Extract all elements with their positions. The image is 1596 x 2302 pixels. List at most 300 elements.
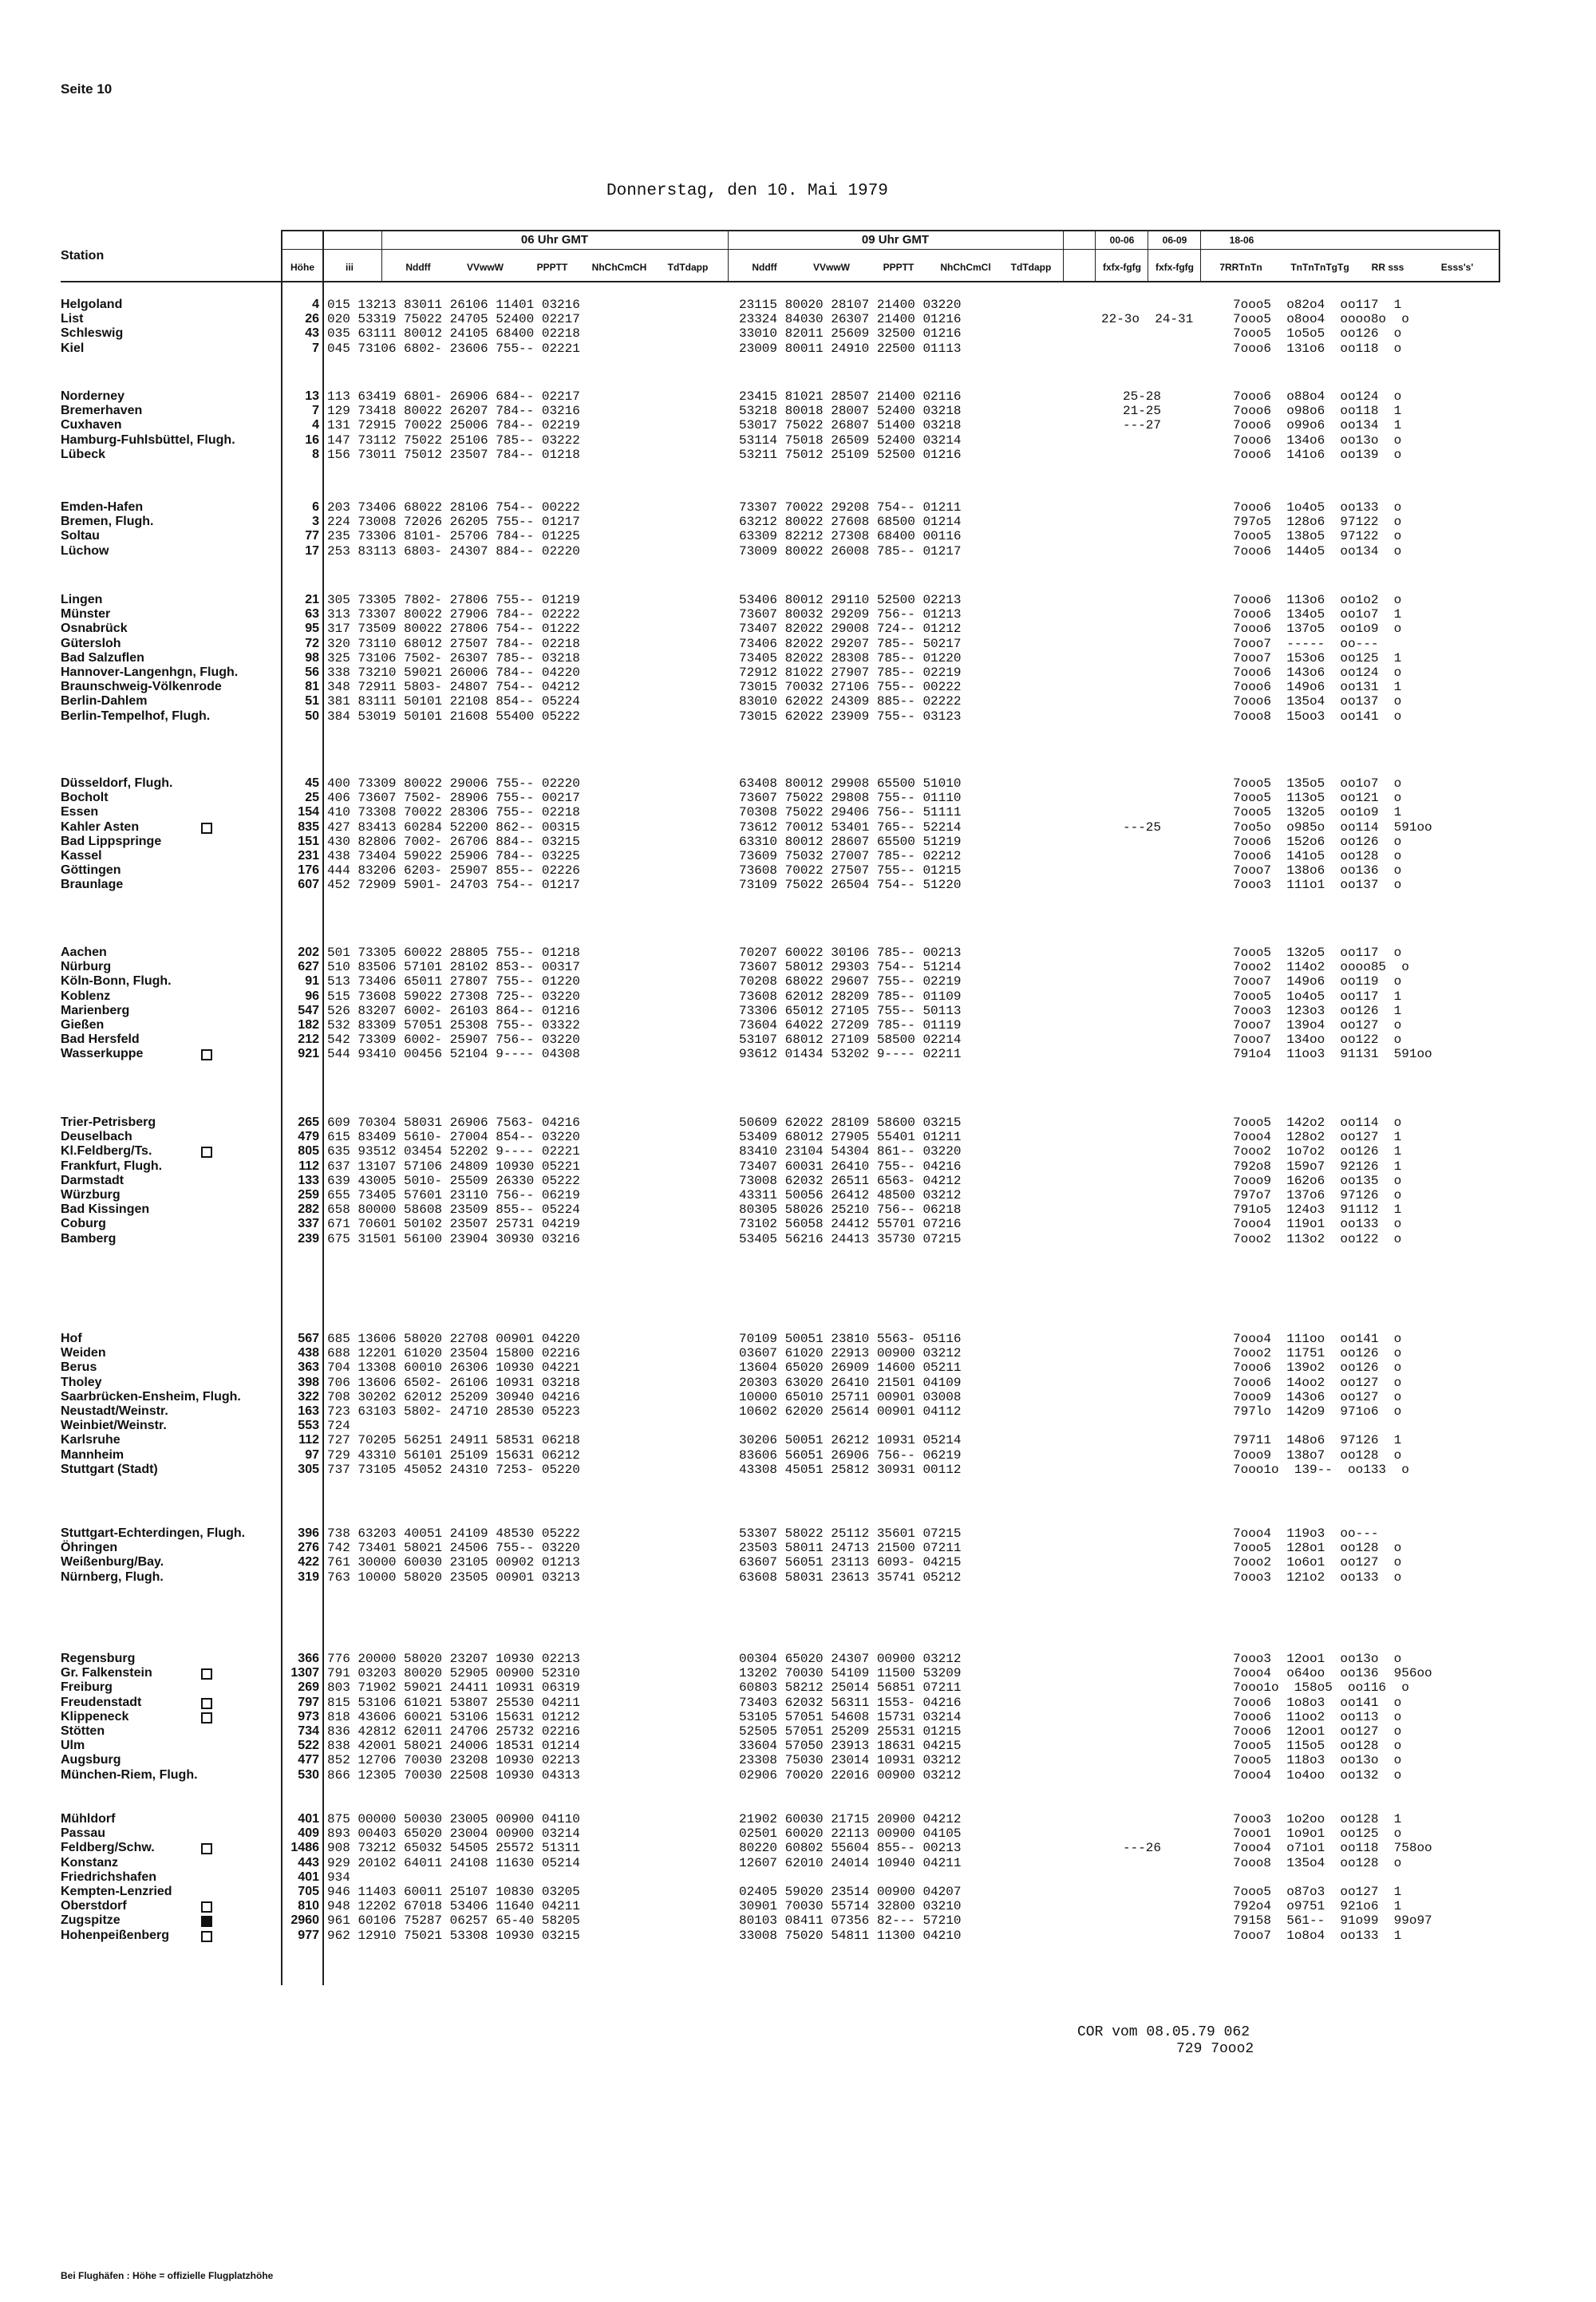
climate-values: 7ooo7 ----- oo--- [1233,637,1379,651]
mountain-station-marker [201,1916,212,1927]
station-name: Nürnberg, Flugh. [61,1570,164,1584]
obs-09-utc: 33010 82011 25609 32500 01216 [739,326,962,341]
station-name: Münster [61,607,111,621]
obs-06-utc: 704 13308 60010 26306 10930 04221 [327,1360,580,1375]
obs-09-utc: 53105 57051 54608 15731 03214 [739,1710,962,1724]
obs-09-utc: 53406 80012 29110 52500 02213 [739,593,962,607]
station-elevation: 45 [305,776,319,790]
station-elevation: 212 [298,1033,319,1046]
obs-09-utc: 43311 50056 26412 48500 03212 [739,1188,962,1202]
station-name: Bremerhaven [61,404,143,417]
obs-06-utc: 962 12910 75021 53308 10930 03215 [327,1929,580,1943]
obs-06-utc: 400 73309 80022 29006 755-- 02220 [327,776,580,791]
obs-06-utc: 671 70601 50102 23507 25731 04219 [327,1217,580,1231]
table-row [0,1870,1596,1885]
station-elevation: 422 [298,1555,319,1569]
obs-09-utc: 73307 70022 29208 754-- 01211 [739,500,962,515]
obs-06-utc: 045 73106 6802- 23606 755-- 02221 [327,342,580,356]
station-name: Bremen, Flugh. [61,515,154,528]
climate-values: 7ooo4 1o4oo oo132 o [1233,1768,1402,1783]
station-name: Bad Kissingen [61,1202,150,1216]
col-06-left-rule [381,230,382,281]
obs-09-utc: 93612 01434 53202 9---- 02211 [739,1047,962,1061]
table-row [0,1004,1596,1018]
obs-09-utc: 00304 65020 24307 00900 03212 [739,1652,962,1666]
climate-values: 7ooo6 o99o6 oo134 1 [1233,418,1402,432]
station-name: Aachen [61,946,107,959]
obs-09-utc: 73609 75032 27007 785-- 02212 [739,849,962,863]
station-elevation: 7 [312,342,319,355]
obs-06-utc: 948 12202 67018 53406 11640 04211 [327,1899,580,1913]
station-name: Bad Lippspringe [61,835,162,848]
climate-values: 7ooo4 119o1 oo133 o [1233,1217,1402,1231]
obs-09-utc: 63608 58031 23613 35741 05212 [739,1570,962,1585]
obs-06-utc: 655 73405 57601 23110 756-- 06219 [327,1188,580,1202]
obs-09-utc: 80103 08411 07356 82--- 57210 [739,1913,962,1928]
station-name: Kassel [61,849,102,863]
obs-06-utc: 020 53319 75022 24705 52400 02217 [327,312,580,326]
table-row [0,694,1596,709]
station-name: Saarbrücken-Ensheim, Flugh. [61,1390,241,1404]
obs-06-utc: 035 63111 80012 24105 68400 02218 [327,326,580,341]
station-elevation: 2960 [290,1913,319,1927]
climate-values: 7ooo4 111oo oo141 o [1233,1332,1402,1346]
station-name: Stuttgart-Echterdingen, Flugh. [61,1526,246,1540]
col-09-left-rule [728,230,729,281]
table-row [0,1929,1596,1943]
table-row [0,1115,1596,1130]
obs-09-utc: 73604 64022 27209 785-- 01119 [739,1018,962,1033]
station-name: Bocholt [61,791,109,804]
climate-values: 7ooo2 11751 oo126 o [1233,1346,1402,1360]
station-elevation: 151 [298,835,319,848]
station-elevation: 805 [298,1144,319,1158]
obs-06-utc: 727 70205 56251 24911 58531 06218 [327,1433,580,1447]
station-elevation: 363 [298,1360,319,1374]
station-elevation: 154 [298,805,319,819]
station-name: Osnabrück [61,622,128,635]
station-name: Stötten [61,1724,105,1738]
obs-09-utc: 63408 80012 29908 65500 51010 [739,776,962,791]
obs-09-utc: 53107 68012 27109 58500 02214 [739,1033,962,1047]
table-row [0,1899,1596,1913]
climate-values: 7ooo5 113o5 oo121 o [1233,791,1402,805]
table-row [0,1174,1596,1188]
col-09-pppt: PPPTT [883,262,915,273]
station-name: Gr. Falkenstein [61,1666,152,1680]
obs-06-utc: 015 13213 83011 26106 11401 03216 [327,298,580,312]
col-06-nddff: Nddff [405,262,431,273]
obs-06-utc: 203 73406 68022 28106 754-- 00222 [327,500,580,515]
table-row [0,342,1596,356]
obs-06-utc: 929 20102 64011 24108 11630 05214 [327,1856,580,1870]
station-elevation: 607 [298,878,319,891]
obs-06-utc: 803 71902 59021 24411 10931 06319 [327,1680,580,1695]
obs-09-utc: 63309 82212 27308 68400 00116 [739,529,962,543]
climate-values: 792o8 159o7 92126 1 [1233,1159,1402,1174]
station-name: Köln-Bonn, Flugh. [61,974,172,988]
climate-values: 7ooo5 138o5 97122 o [1233,529,1402,543]
table-row [0,1696,1596,1710]
climate-values: 7ooo3 12oo1 oo13o o [1233,1652,1402,1666]
station-elevation: 6 [312,500,319,514]
obs-06-utc: 113 63419 6801- 26906 684-- 02217 [327,389,580,404]
table-row [0,1376,1596,1390]
obs-09-utc: 23503 58011 24713 21500 07211 [739,1541,962,1555]
obs-06-utc: 325 73106 7502- 26307 785-- 03218 [327,651,580,665]
col-09-cloud: NhChCmCl [940,262,991,273]
station-name: Kiel [61,342,85,355]
col-06-dew: TdTdapp [667,262,709,273]
header-top-rule [281,230,1500,231]
table-row [0,1018,1596,1033]
table-row [0,500,1596,515]
station-name: Darmstadt [61,1174,124,1187]
station-elevation: 77 [305,529,319,543]
obs-09-utc: 43308 45051 25812 30931 00112 [739,1463,962,1477]
station-name: Öhringen [61,1541,118,1554]
mountain-station-marker [201,1843,212,1854]
period-00-06: 00-06 [1109,235,1135,246]
station-elevation: 553 [298,1419,319,1432]
climate-values: 792o4 o9751 921o6 1 [1233,1899,1402,1913]
obs-06-utc: 305 73305 7802- 27806 755-- 01219 [327,593,580,607]
table-row [0,863,1596,878]
climate-values: 7ooo5 135o5 oo1o7 o [1233,776,1402,791]
obs-09-utc: 20303 63020 26410 21501 04109 [739,1376,962,1390]
station-elevation: 4 [312,418,319,432]
station-elevation: 547 [298,1004,319,1017]
obs-09-utc: 23415 81021 28507 21400 02116 [739,389,962,404]
obs-06-utc: 427 83413 60284 52200 862-- 00315 [327,820,580,835]
station-name: Weißenburg/Bay. [61,1555,164,1569]
table-row [0,1856,1596,1870]
obs-09-utc: 70207 60022 30106 785-- 00213 [739,946,962,960]
climate-values: 7ooo7 149o6 oo119 o [1233,974,1402,989]
climate-values: 7ooo3 1o2oo oo128 1 [1233,1812,1402,1826]
table-row [0,1232,1596,1246]
station-name: Hohenpeißenberg [61,1929,170,1942]
station-name: Freudenstadt [61,1696,142,1709]
station-name: Bad Salzuflen [61,651,144,665]
climate-values: 7ooo6 137o5 oo1o9 o [1233,622,1402,636]
obs-09-utc: 03607 61020 22913 00900 03212 [739,1346,962,1360]
climate-values: 7ooo6 152o6 oo126 o [1233,835,1402,849]
obs-06-utc: 510 83506 57101 28102 853-- 00317 [327,960,580,974]
station-name: Gütersloh [61,637,121,650]
station-name: Lingen [61,593,103,606]
climate-values: 7ooo6 12oo1 oo127 o [1233,1724,1402,1739]
obs-06-utc: 838 42001 58021 24006 18531 01214 [327,1739,580,1753]
station-name: Hof [61,1332,82,1345]
climate-values: 7ooo6 o88o4 oo124 o [1233,389,1402,404]
obs-06-utc: 738 63203 40051 24109 48530 05222 [327,1526,580,1541]
station-name: Neustadt/Weinstr. [61,1404,168,1418]
station-name: Mühldorf [61,1812,116,1826]
table-row [0,1753,1596,1767]
obs-09-utc: 63310 80012 28607 65500 51219 [739,835,962,849]
station-elevation: 182 [298,1018,319,1032]
obs-06-utc: 761 30000 60030 23105 00902 01213 [327,1555,580,1570]
station-elevation: 319 [298,1570,319,1584]
station-name: Oberstdorf [61,1899,127,1913]
climate-values: 7ooo5 o87o3 oo127 1 [1233,1885,1402,1899]
station-elevation: 112 [298,1159,319,1173]
obs-09-utc: 73306 65012 27105 755-- 50113 [739,1004,962,1018]
station-elevation: 112 [298,1433,319,1447]
obs-09-utc: 73608 62012 28209 785-- 01109 [739,989,962,1004]
station-name: Kempten-Lenzried [61,1885,172,1898]
climate-values: 7ooo5 142o2 oo114 o [1233,1115,1402,1130]
table-row [0,298,1596,312]
station-elevation: 398 [298,1376,319,1389]
climate-values: 7ooo9 138o7 oo128 o [1233,1448,1402,1463]
group-06-uhr: 06 Uhr GMT [520,233,589,247]
obs-06-utc: 658 80000 58608 23509 855-- 05224 [327,1202,580,1217]
station-name: Nürburg [61,960,112,973]
obs-09-utc: 53409 68012 27905 55401 01211 [739,1130,962,1144]
station-header: Station [61,249,105,263]
table-row [0,1332,1596,1346]
obs-09-utc: 53114 75018 26509 52400 03214 [739,433,962,448]
station-name: Mannheim [61,1448,124,1462]
obs-06-utc: 384 53019 50101 21608 55400 05222 [327,709,580,724]
station-name: Würzburg [61,1188,120,1202]
obs-09-utc: 50609 62022 28109 58600 03215 [739,1115,962,1130]
climate-values: 791o5 124o3 91112 1 [1233,1202,1402,1217]
climate-values: 7ooo7 153o6 oo125 1 [1233,651,1402,665]
station-name: List [61,312,84,326]
station-elevation: 438 [298,1346,319,1360]
station-name: Trier-Petrisberg [61,1115,156,1129]
climate-values: 7ooo5 132o5 oo1o9 1 [1233,805,1402,819]
obs-09-utc: 60803 58212 25014 56851 07211 [739,1680,962,1695]
col-06-cloud: NhChCmCH [591,262,647,273]
col-09-nddff: Nddff [752,262,777,273]
table-row [0,1841,1596,1855]
table-row [0,529,1596,543]
table-row [0,1433,1596,1447]
station-name: Bad Hersfeld [61,1033,140,1046]
obs-06-utc: 348 72911 5803- 24807 754-- 04212 [327,680,580,694]
station-elevation: 337 [298,1217,319,1230]
table-row [0,389,1596,404]
climate-values: 7ooo7 139o4 oo127 o [1233,1018,1402,1033]
station-elevation: 705 [298,1885,319,1898]
station-elevation: 25 [305,791,319,804]
station-elevation: 96 [305,989,319,1003]
col-06-pppt: PPPTT [536,262,568,273]
station-name: Feldberg/Schw. [61,1841,155,1854]
station-elevation: 973 [298,1710,319,1724]
obs-06-utc: 430 82806 7002- 26706 884-- 03215 [327,835,580,849]
station-elevation: 477 [298,1753,319,1767]
obs-06-utc: 946 11403 60011 25107 10830 03205 [327,1885,580,1899]
table-row [0,1826,1596,1841]
station-elevation: 282 [298,1202,319,1216]
climate-values: 7ooo9 143o6 oo127 o [1233,1390,1402,1404]
table-row [0,312,1596,326]
obs-09-utc: 53218 80018 28007 52400 03218 [739,404,962,418]
obs-09-utc: 52505 57051 25209 25531 01215 [739,1724,962,1739]
page-number: Seite 10 [61,81,113,97]
obs-06-utc: 763 10000 58020 23505 00901 03213 [327,1570,580,1585]
mountain-station-marker [201,823,212,834]
station-name: Zugspitze [61,1913,120,1927]
climate-values: 7ooo6 1o8o3 oo141 o [1233,1696,1402,1710]
obs-06-utc: 866 12305 70030 22508 10930 04313 [327,1768,580,1783]
climate-values: 7ooo5 o8oo4 oooo8o o [1233,312,1409,326]
station-name: Düsseldorf, Flugh. [61,776,173,790]
obs-09-utc: 73607 58012 29303 754-- 51214 [739,960,962,974]
obs-09-utc: 53405 56216 24413 35730 07215 [739,1232,962,1246]
table-row [0,878,1596,892]
obs-06-utc: 381 83111 50101 22108 854-- 05224 [327,694,580,709]
station-name: Friedrichshafen [61,1870,157,1884]
table-row [0,1390,1596,1404]
gust-period: 22-3o 24-31 [1101,312,1194,326]
obs-06-utc: 688 12201 61020 23504 15800 02216 [327,1346,580,1360]
table-row [0,404,1596,418]
obs-09-utc: 23115 80020 28107 21400 03220 [739,298,962,312]
table-row [0,1680,1596,1695]
climate-values: 7ooo4 128o2 oo127 1 [1233,1130,1402,1144]
obs-06-utc: 438 73404 59022 25906 784-- 03225 [327,849,580,863]
table-row [0,515,1596,529]
obs-06-utc: 737 73105 45052 24310 7253- 05220 [327,1463,580,1477]
station-elevation: 479 [298,1130,319,1143]
col-rr-tn: 7RRTnTn [1219,262,1262,273]
climate-values: 7ooo6 14oo2 oo127 o [1233,1376,1402,1390]
station-name: Cuxhaven [61,418,122,432]
table-row [0,593,1596,607]
station-name: Weiden [61,1346,106,1360]
obs-09-utc: 63607 56051 23113 6093- 04215 [739,1555,962,1570]
obs-09-utc: 73015 62022 23909 755-- 03123 [739,709,962,724]
col-06-vvwww: VVwwW [466,262,504,273]
station-elevation: 202 [298,946,319,959]
table-row [0,622,1596,636]
station-elevation: 522 [298,1739,319,1752]
obs-06-utc: 513 73406 65011 27807 755-- 01220 [327,974,580,989]
station-elevation: 91 [305,974,319,988]
obs-09-utc: 73608 70022 27507 755-- 01215 [739,863,962,878]
obs-06-utc: 156 73011 75012 23507 784-- 01218 [327,448,580,462]
station-name: Wasserkuppe [61,1047,144,1060]
climate-values: 7ooo6 131o6 oo118 o [1233,342,1402,356]
obs-06-utc: 515 73608 59022 27308 725-- 03220 [327,989,580,1004]
station-elevation: 17 [305,544,319,558]
obs-09-utc: 73612 70012 53401 765-- 52214 [739,820,962,835]
table-row [0,637,1596,651]
table-row [0,607,1596,622]
station-elevation: 26 [305,312,319,326]
climate-values: 7ooo4 119o3 oo--- [1233,1526,1379,1541]
climate-values: 7ooo9 162o6 oo135 o [1233,1174,1402,1188]
obs-06-utc: 253 83113 6803- 24307 884-- 02220 [327,544,580,559]
gust-period: 25-28 [1122,389,1161,404]
station-name: Braunschweig-Völkenrode [61,680,222,693]
obs-09-utc: 73406 82022 29207 785-- 50217 [739,637,962,651]
station-name: München-Riem, Flugh. [61,1768,198,1782]
col-right-rule [1499,230,1500,281]
obs-09-utc: 10000 65010 25711 00901 03008 [739,1390,962,1404]
obs-09-utc: 30901 70030 55714 32800 03210 [739,1899,962,1913]
station-elevation: 835 [298,820,319,834]
col-tn-tg: TnTnTnTgTg [1290,262,1349,273]
correction-note: COR vom 08.05.79 062 [1077,2024,1250,2040]
table-row [0,709,1596,724]
col-p3-rule [1200,230,1201,281]
climate-values: 7ooo6 11oo2 oo113 o [1233,1710,1402,1724]
station-name: Göttingen [61,863,121,877]
obs-09-utc: 10602 62020 25614 00901 04112 [739,1404,962,1419]
station-elevation: 239 [298,1232,319,1246]
obs-06-utc: 131 72915 70022 25006 784-- 02219 [327,418,580,432]
station-elevation: 530 [298,1768,319,1782]
obs-06-utc: 526 83207 6002- 26103 864-- 01216 [327,1004,580,1018]
obs-06-utc: 961 60106 75287 06257 65-40 58205 [327,1913,580,1928]
obs-09-utc: 53211 75012 25109 52500 01216 [739,448,962,462]
climate-values: 7ooo4 o71o1 oo118 758oo [1233,1841,1432,1855]
obs-06-utc: 724 [327,1419,350,1433]
period-18-06: 18-06 [1229,235,1254,246]
obs-09-utc: 83410 23104 54304 861-- 03220 [739,1144,962,1159]
station-elevation: 7 [312,404,319,417]
obs-06-utc: 685 13606 58020 22708 00901 04220 [327,1332,580,1346]
table-row [0,1526,1596,1541]
col-iii: iii [345,262,354,273]
obs-09-utc: 12607 62010 24014 10940 04211 [739,1856,962,1870]
table-row [0,1404,1596,1419]
station-name: Tholey [61,1376,102,1389]
climate-values: 7ooo8 15oo3 oo141 o [1233,709,1402,724]
station-elevation: 8 [312,448,319,461]
climate-values: 7ooo6 1o4o5 oo133 o [1233,500,1402,515]
obs-09-utc: 33604 57050 23913 18631 04215 [739,1739,962,1753]
station-elevation: 797 [298,1696,319,1709]
obs-06-utc: 706 13606 6502- 26106 10931 03218 [327,1376,580,1390]
station-name: Koblenz [61,989,111,1003]
mountain-station-marker [201,1901,212,1913]
station-name: Kl.Feldberg/Ts. [61,1144,152,1158]
obs-06-utc: 639 43005 5010- 25509 26330 05222 [327,1174,580,1188]
obs-06-utc: 235 73306 8101- 25706 784-- 01225 [327,529,580,543]
obs-09-utc: 73407 82022 29008 724-- 01212 [739,622,962,636]
obs-09-utc: 23308 75030 23014 10931 03212 [739,1753,962,1767]
col-09-right-rule [1063,230,1064,281]
obs-09-utc: 70109 50051 23810 5563- 05116 [739,1332,962,1346]
station-elevation: 409 [298,1826,319,1840]
obs-06-utc: 320 73110 68012 27507 784-- 02218 [327,637,580,651]
station-elevation: 231 [298,849,319,863]
obs-06-utc: 338 73210 59021 26006 784-- 04220 [327,665,580,680]
station-name: Stuttgart (Stadt) [61,1463,158,1476]
station-name: Hamburg-Fuhlsbüttel, Flugh. [61,433,235,447]
obs-09-utc: 73607 75022 29808 755-- 01110 [739,791,962,805]
table-row [0,1202,1596,1217]
obs-06-utc: 934 [327,1870,350,1885]
climate-values: 79158 561-- 91o99 99o97 [1233,1913,1432,1928]
table-row [0,448,1596,462]
climate-values: 7ooo6 o98o6 oo118 1 [1233,404,1402,418]
obs-06-utc: 637 13107 57106 24809 10930 05221 [327,1159,580,1174]
date-heading: Donnerstag, den 10. Mai 1979 [606,182,888,200]
obs-06-utc: 542 73309 6002- 25907 756-- 03220 [327,1033,580,1047]
station-name: Karlsruhe [61,1433,120,1447]
table-row [0,835,1596,849]
obs-06-utc: 729 43310 56101 25109 15631 06212 [327,1448,580,1463]
